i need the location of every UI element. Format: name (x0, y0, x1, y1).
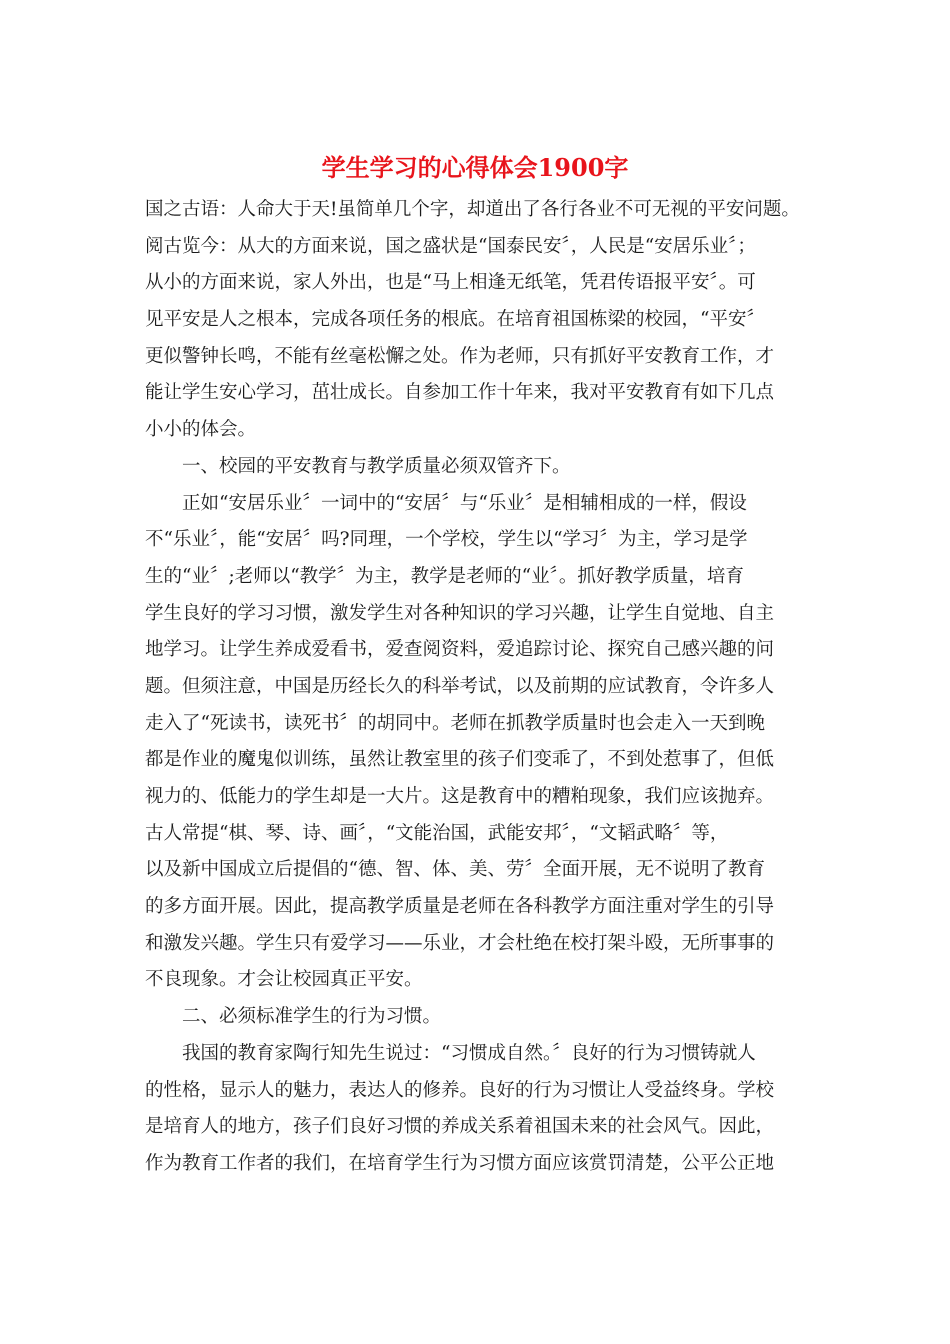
text-line: 小小的体会。 (145, 419, 257, 441)
text-line: 一、校园的平安教育与教学质量必须双管齐下。 (182, 455, 571, 477)
text-line: 视力的、低能力的学生却是一大片。这是教育中的糟粕现象，我们应该抛弃。 (145, 786, 775, 807)
document-title: 学生学习的心得体会1900字 (321, 153, 629, 182)
text-line: 古人常提“棋、琴、诗、画〞，“文能治国，武能安邦〞，“文韬武略〞等， (145, 822, 729, 844)
document-body (145, 192, 825, 1183)
text-line: 正如“安居乐业〞一词中的“安居〞与“乐业〞是相辅相成的一样，假设 (182, 492, 747, 514)
text-line: 题。但须注意，中国是历经长久的科举考试，以及前期的应试教育，令许多人 (145, 675, 775, 697)
text-line: 地学习。让学生养成爱看书，爱查阅资料，爱追踪讨论、探究自己感兴趣的问 (145, 639, 775, 661)
text-line: 见平安是人之根本，完成各项任务的根底。在培育祖国栋梁的校园，“平安〞 (145, 309, 765, 331)
text-line: 以及新中国成立后提倡的“德、智、体、美、劳〞全面开展，无不说明了教育 (145, 859, 765, 881)
text-line: 阅古览今：从大的方面来说，国之盛状是“国泰民安〞，人民是“安居乐业〞； (145, 235, 756, 257)
text-line: 生的“业〞;老师以“教学〞为主，教学是老师的“业〞。抓好教学质量，培育 (145, 565, 744, 587)
text-line: 学生良好的学习习惯，激发学生对各种知识的学习兴趣，让学生自觉地、自主 (145, 602, 775, 624)
text-line: 国之古语：人命大于天!虽简单几个字，却道出了各行各业不可无视的平安问题。 (145, 199, 800, 220)
text-line: 更似警钟长鸣，不能有丝毫松懈之处。作为老师，只有抓好平安教育工作，才 (145, 345, 775, 367)
text-line: 作为教育工作者的我们，在培育学生行为习惯方面应该赏罚清楚，公平公正地 (145, 1152, 775, 1174)
text-line: 和激发兴趣。学生只有爱学习——乐业，才会杜绝在校打架斗殴，无所事事的 (145, 932, 775, 954)
text-line: 的性格，显示人的魅力，表达人的修养。良好的行为习惯让人受益终身。学校 (145, 1079, 775, 1101)
text-line: 我国的教育家陶行知先生说过：“习惯成自然。〞良好的行为习惯铸就人 (182, 1042, 756, 1064)
text-line: 不“乐业〞，能“安居〞吗?同理，一个学校，学生以“学习〞为主，学习是学 (145, 529, 748, 551)
text-line: 二、必须标准学生的行为习惯。 (182, 1006, 442, 1028)
text-line: 从小的方面来说，家人外出，也是“马上相逢无纸笔，凭君传语报平安〞。可 (145, 272, 756, 294)
text-line: 是培育人的地方，孩子们良好习惯的养成关系着祖国未来的社会风气。因此， (145, 1116, 775, 1138)
text-line: 都是作业的魔鬼似训练，虽然让教室里的孩子们变乖了，不到处惹事了，但低 (145, 749, 775, 771)
text-line: 的多方面开展。因此，提高教学质量是老师在各科教学方面注重对学生的引导 (145, 896, 775, 918)
text-line: 走入了“死读书，读死书〞的胡同中。老师在抓教学质量时也会走入一天到晚 (145, 712, 765, 734)
text-line: 能让学生安心学习，茁壮成长。自参加工作十年来，我对平安教育有如下几点 (145, 382, 775, 404)
text-line: 不良现象。才会让校园真正平安。 (145, 969, 423, 991)
